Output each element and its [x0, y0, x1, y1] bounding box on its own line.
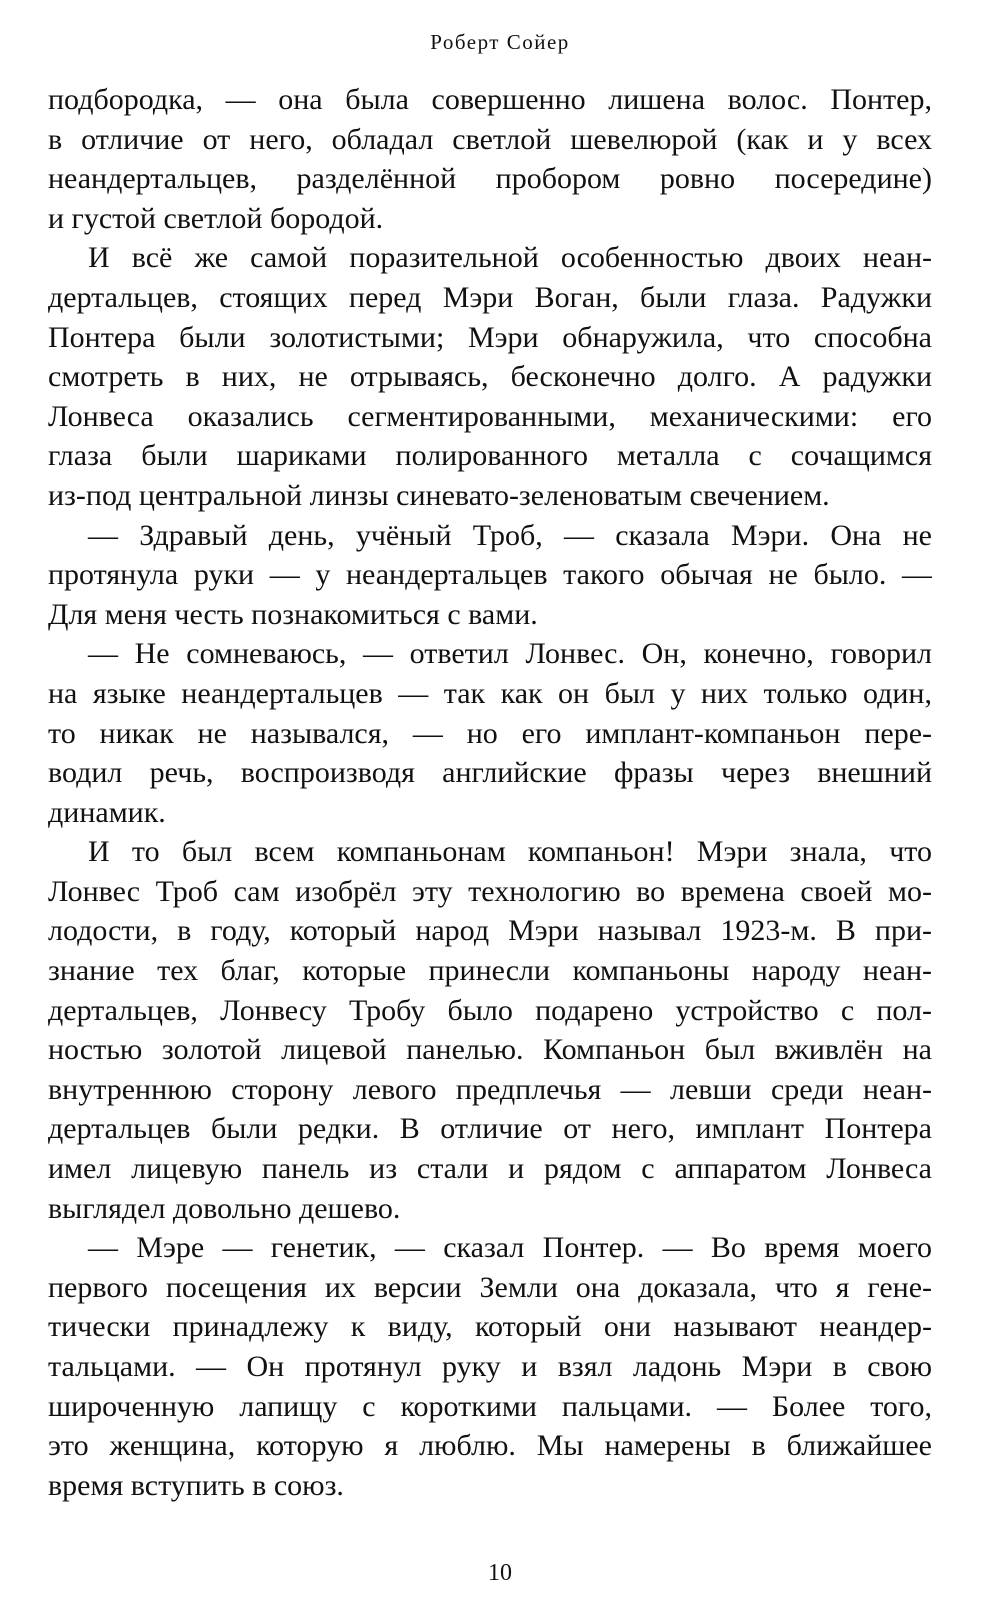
text-line: внутреннюю сторону левого предплечья — левши среди неан- [48, 1072, 932, 1106]
text-line: знание тех благ, которые принесли компаньоны народу неан- [48, 954, 932, 988]
text-line: дертальцев, стоящих перед Мэри Воган, были глаза. Радужки [48, 280, 932, 314]
text-line: Лонвес Троб сам изобрёл эту технологию во времена своей мо- [48, 874, 932, 908]
text-line: водил речь, воспроизводя английские фразы через внешний [48, 756, 932, 790]
text-line: имел лицевую панель из стали и рядом с аппаратом Лонвеса [48, 1152, 932, 1186]
text-line: дертальцев были редки. В отличие от него, имплант Понтера [48, 1112, 932, 1146]
text-line: выглядел довольно дешево. [48, 1191, 401, 1225]
text-line: протянула руки — у неандертальцев такого обычая не было. — [48, 558, 932, 592]
text-line: тальцами. — Он протянул руку и взял ладонь Мэри в свою [48, 1350, 932, 1383]
text-line: Лонвеса оказались сегментированными, механическими: его [48, 399, 932, 433]
running-header: Роберт Сойер [430, 30, 570, 54]
text-line: глаза были шариками полированного металла с сочащимся [48, 439, 932, 473]
page-number: 10 [488, 1560, 512, 1586]
paragraph [48, 1228, 932, 1505]
text-line: и густой светлой бородой. [48, 201, 384, 235]
body-text [48, 80, 932, 1505]
paragraph [48, 80, 932, 238]
text-line: подбородка, — она была совершенно лишена волос. Понтер, [48, 83, 932, 116]
text-line: из-под центральной линзы синевато-зеленоватым свечением. [48, 478, 830, 512]
text-line: динамик. [48, 795, 166, 829]
paragraph [48, 516, 932, 635]
paragraph [48, 238, 932, 515]
paragraph [48, 634, 932, 832]
text-line: смотреть в них, не отрываясь, бесконечно долго. А радужки [48, 360, 932, 394]
paragraph [48, 832, 932, 1228]
text-line: это женщина, которую я люблю. Мы намерены в ближайшее [48, 1429, 932, 1463]
text-line: И то был всем компаньонам компаньон! Мэри знала, что [88, 835, 932, 869]
text-line: дертальцев, Лонвесу Тробу было подарено устройство с пол- [48, 993, 932, 1027]
text-line: И всё же самой поразительной особенностью двоих неан- [88, 241, 932, 275]
text-line: ностью золотой лицевой панелью. Компаньон был вживлён на [48, 1033, 932, 1067]
text-line: Понтера были золотистыми; Мэри обнаружила, что способна [48, 320, 932, 354]
text-line: тически принадлежу к виду, который они называют неандер- [48, 1310, 932, 1344]
text-line: Для меня честь познакомиться с вами. [48, 597, 538, 631]
text-line: — Мэре — генетик, — сказал Понтер. — Во время моего [88, 1231, 932, 1265]
text-line: лодости, в году, который народ Мэри называл 1923-м. В при- [48, 914, 932, 948]
text-line: — Здравый день, учёный Троб, — сказала Мэри. Она не [88, 518, 932, 552]
text-line: первого посещения их версии Земли она доказала, что я гене- [48, 1270, 932, 1304]
text-line: — Не сомневаюсь, — ответил Лонвес. Он, конечно, говорил [88, 637, 932, 671]
text-line: широченную лапищу с короткими пальцами. — Более того, [48, 1389, 932, 1423]
text-line: то никак не назывался, — но его имплант-компаньон пере- [48, 716, 932, 750]
text-line: время вступить в союз. [48, 1468, 344, 1502]
text-line: неандертальцев, разделённой пробором ровно посередине) [48, 162, 932, 196]
text-line: на языке неандертальцев — так как он был у них только один, [48, 676, 932, 710]
text-line: в отличие от него, обладал светлой шевелюрой (как и у всех [48, 122, 932, 156]
